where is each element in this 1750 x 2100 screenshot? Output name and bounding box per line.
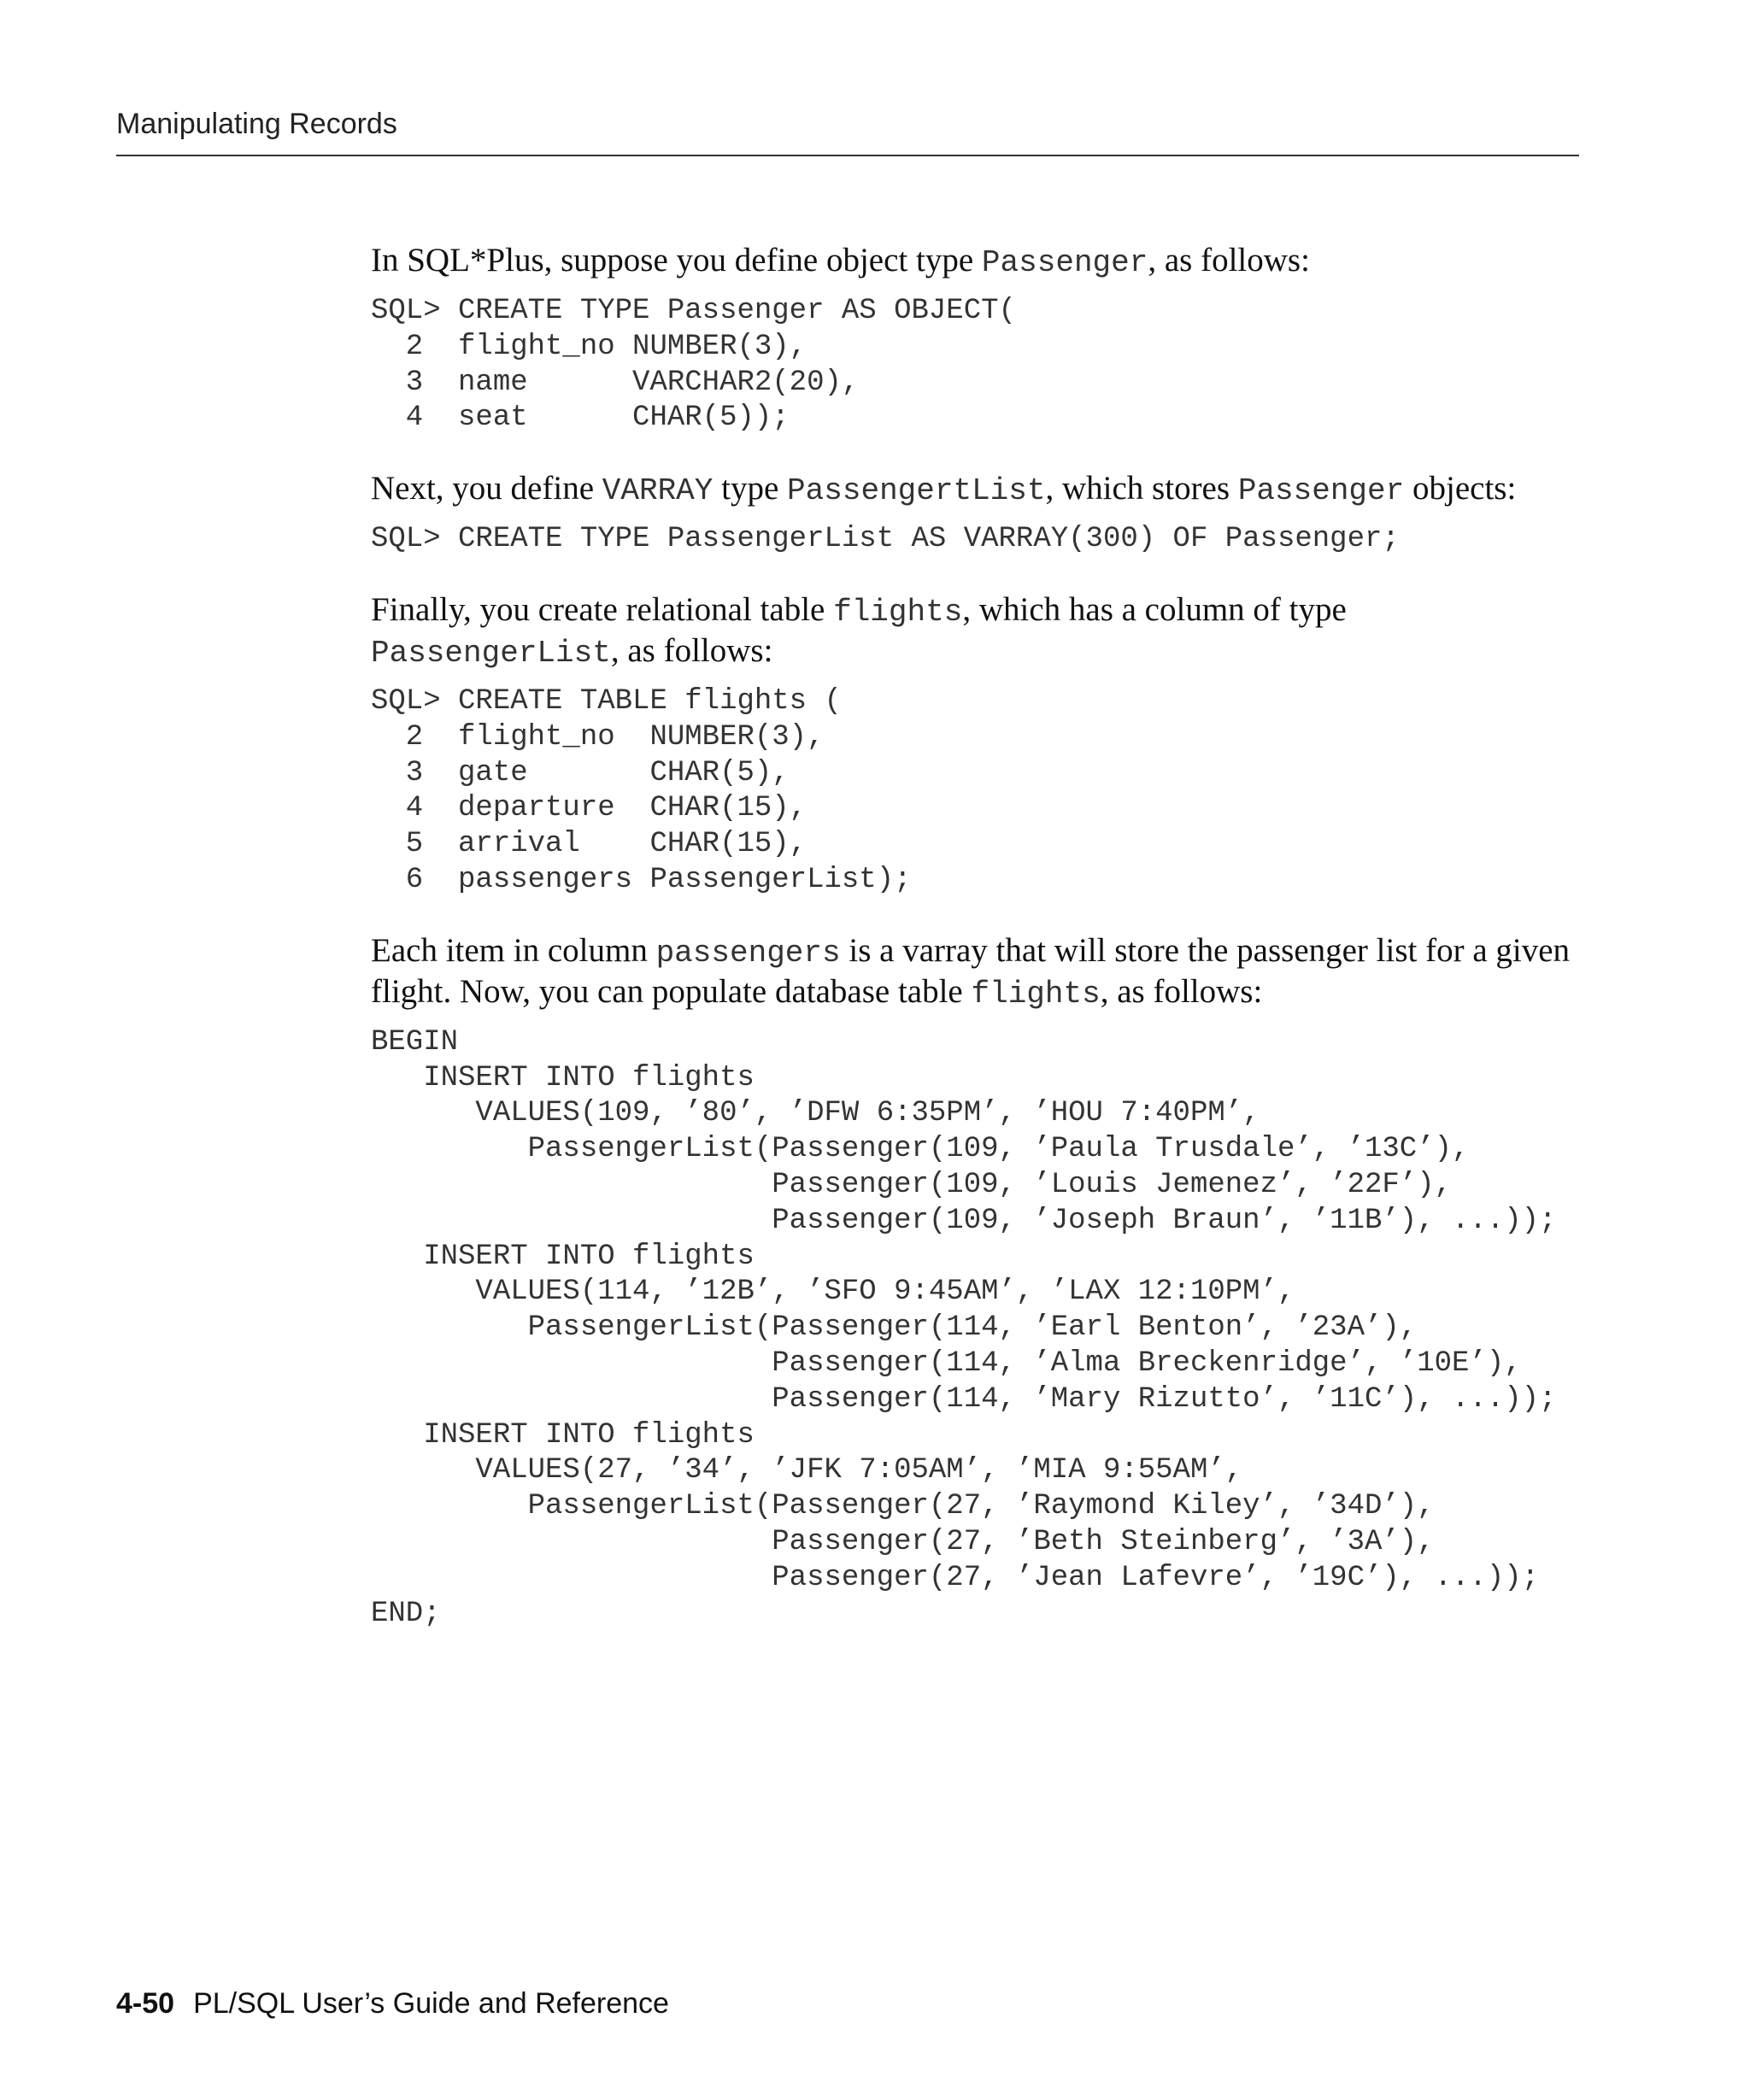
text-run: , as follows: [1148, 242, 1310, 279]
text-run: Finally, you create relational table [371, 590, 834, 628]
code-block-create-varray: SQL> CREATE TYPE PassengerList AS VARRAY(300) OF Passenger; [371, 523, 1400, 556]
code-term: flights [833, 594, 963, 630]
code-term: PassengerList [371, 635, 611, 671]
paragraph-passenger-type [371, 241, 1579, 282]
paragraph-flights-table [371, 590, 1579, 672]
code-term: Passenger [1237, 473, 1405, 509]
code-term: flights [971, 976, 1101, 1012]
text-run: , as follows: [1100, 972, 1263, 1010]
text-run: , which has a column of type [962, 590, 1347, 628]
text-run: , which stores [1045, 470, 1238, 507]
page-footer [116, 1987, 669, 2021]
text-run: , as follows: [610, 631, 773, 669]
code-block-create-table: SQL> CREATE TABLE flights ( 2 flight_no NUMBER(3), 3 gate CHAR(5), 4 departure CHAR(15), 5 arrival CHAR(15), 6 passengers PassengerList); [371, 684, 912, 896]
code-term: Passenger [981, 245, 1148, 280]
text-run: type [713, 470, 788, 507]
running-header: Manipulating Records [116, 108, 397, 140]
paragraph-varray-type [371, 469, 1579, 510]
text-run: Next, you define [371, 470, 602, 507]
paragraph-populate [371, 931, 1579, 1013]
code-term: PassengertList [787, 473, 1046, 509]
page-number: 4-50 [116, 1987, 175, 2020]
text-run: Each item in column [371, 931, 656, 969]
code-block-create-type: SQL> CREATE TYPE Passenger AS OBJECT( 2 flight_no NUMBER(3), 3 name VARCHAR2(20), 4 seat CHAR(5)); [371, 295, 1016, 435]
book-title: PL/SQL User’s Guide and Reference [193, 1987, 669, 2020]
code-term: VARRAY [602, 473, 714, 509]
text-run: objects: [1404, 470, 1517, 507]
text-run: is a varray that will store the passenger list for a given flight. Now, you can populate database table [371, 931, 1571, 1010]
code-term: passengers [655, 935, 841, 971]
header-rule [116, 155, 1579, 156]
text-run: In SQL*Plus, suppose you define object type [371, 242, 982, 279]
code-block-insert-flights: BEGIN INSERT INTO flights VALUES(109, ’80’, ’DFW 6:35PM’, ’HOU 7:40PM’, PassengerList(Passenger(109, ’Paula Trusdale’, ’13C’), Passenger(109, ’Louis Jemenez’, ’22F’), Passenger(109, ’Joseph Braun’, ’11B’), ...)); INSERT INTO flights VALUES(114, ’12B’, ’SFO 9:45AM’, ’LAX 12:10PM’, PassengerList(Passenger(114, ’Earl Benton’, ’23A’), Passenger(114, ’Alma Breckenridge’, ’10E’), Passenger(114, ’Mary Rizutto’, ’11C’), ...)); INSERT INTO flights VALUES(27, ’34’, ’JFK 7:05AM’, ’MIA 9:55AM’, PassengerList(Passenger(27, ’Raymond Kiley’, ’34D’), Passenger(27, ’Beth Steinberg’, ’3A’), Passenger(27, ’Jean Lafevre’, ’19C’), ...)); END; [371, 1025, 1557, 1630]
page-content [371, 241, 1579, 1632]
